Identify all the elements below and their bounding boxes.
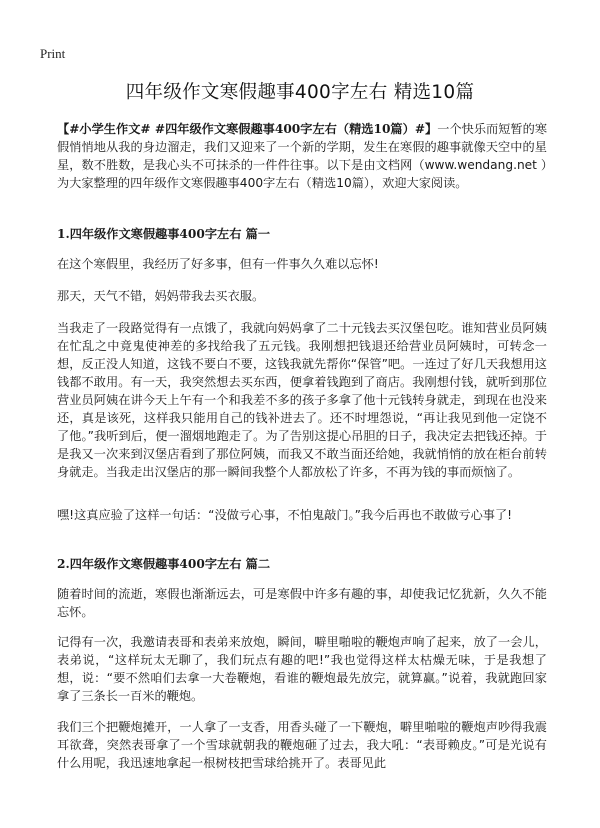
intro-lead-tags: 【#小学生作文# #四年级作文寒假趣事400字左右（精选10篇）#】 <box>57 122 438 136</box>
section-heading: 1.四年级作文寒假趣事400字左右 篇一 <box>57 227 271 241</box>
paragraph: 嘿!这真应验了这样一句话：“没做亏心事，不怕鬼敲门。”我今后再也不敢做亏心事了! <box>57 508 513 522</box>
paragraph: 我们三个把鞭炮摊开，一人拿了一支香，用香头碰了一下鞭炮，噼里啪啦的鞭炮声吵得我震耳欲聋，突然表哥拿了一个雪球就朝我的鞭炮砸了过去，我大吼：“表哥赖皮。”可是光说有什么用呢，我迅速地拿起一根树枝把雪球给挑开了。表哥见此 <box>57 720 547 770</box>
paragraph: 在这个寒假里，我经历了好多事，但有一件事久久难以忘怀! <box>57 257 379 271</box>
paragraph: 记得有一次，我邀请表哥和表弟来放炮，瞬间，噼里啪啦的鞭炮声响了起来，放了一会儿，表弟说，“这样玩太无聊了，我们玩点有趣的吧!”我也觉得这样太枯燥无味，于是我想了想，说：“要不然咱们去拿一大卷鞭炮，看谁的鞭炮最先放完，就算赢。”说着，我就跑回家拿了三条长一百米的鞭炮。 <box>57 635 547 703</box>
paragraph: 随着时间的流逝，寒假也渐渐远去，可是寒假中许多有趣的事，却使我记忆犹新，久久不能忘怀。 <box>57 587 547 619</box>
paragraph: 当我走了一段路觉得有一点饿了，我就向妈妈拿了二十元钱去买汉堡包吃。谁知营业员阿姨在忙乱之中竟鬼使神差的多找给我了五元钱。我刚想把钱退还给营业员阿姨时，可转念一想，反正没人知道，这钱不要白不要，这钱我就先帮你“保管”吧。一连过了好几天我想用这钱都不敢用。有一天，我突然想去买东西，便拿着钱跑到了商店。我刚想付钱，就听到那位营业员阿姨在讲今天上午有一个和我差不多的孩子多拿了他十元钱转身就走，到现在也没来还，真是该死，这样我只能用自己的钱补进去了。还不时埋怨说，“再让我见到他一定饶不了他。”我听到后，便一溜烟地跑走了。为了告别这提心吊胆的日子，我决定去把钱还掉。于是我又一次来到汉堡店看到了那位阿姨，而我又不敢当面还给她，我就悄悄的放在柜台前转身就走。当我走出汉堡店的那一瞬间我整个人都放松了许多，不再为钱的事而烦恼了。 <box>57 321 547 479</box>
intro-paragraph <box>57 120 547 192</box>
intro-text: 一个快乐而短暂的寒假悄悄地从我的身边溜走，我们又迎来了一个新的学期，发生在寒假的趣事就像天空中的星星，数不胜数，是我心头不可抹杀的一件件往事。以下是由文档网（www.wendang.net ）为大家整理的四年级作文寒假趣事400字左右（精选10篇），欢迎大家阅读。 <box>57 122 548 190</box>
document-title: 四年级作文寒假趣事400字左右 精选10篇 <box>125 82 475 103</box>
print-label: Print <box>40 46 66 61</box>
section-heading: 2.四年级作文寒假趣事400字左右 篇二 <box>57 557 271 571</box>
paragraph: 那天，天气不错，妈妈带我去买衣服。 <box>57 289 265 303</box>
